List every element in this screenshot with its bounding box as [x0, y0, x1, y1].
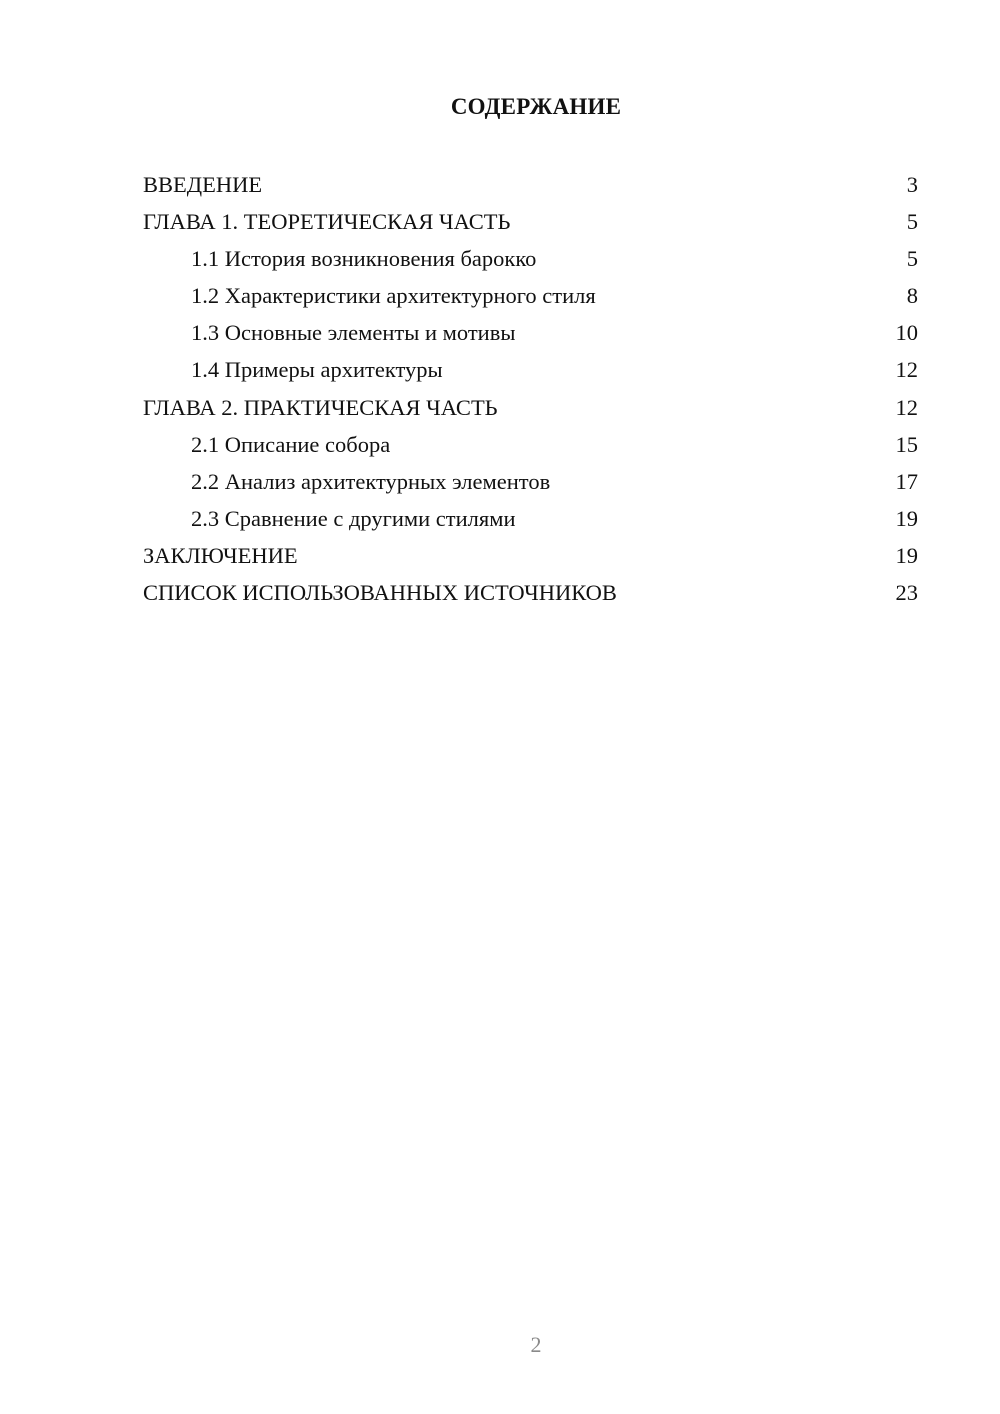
toc-entry-page: 15 [895, 431, 918, 457]
toc-entry [143, 351, 918, 388]
toc-entry [143, 463, 918, 500]
toc-entry-label: ВВЕДЕНИЕ [143, 172, 263, 197]
toc-entry [143, 426, 918, 463]
toc-entry-label: 1.1 История возникновения барокко [191, 246, 537, 272]
toc-entry-page: 10 [895, 320, 918, 346]
toc-entry-page: 19 [895, 505, 918, 531]
toc-entry [143, 574, 918, 611]
table-of-contents [143, 166, 918, 611]
toc-entry-label: СПИСОК ИСПОЛЬЗОВАННЫХ ИСТОЧНИКОВ [143, 580, 617, 606]
toc-entry-label: 1.3 Основные элементы и мотивы [191, 320, 516, 346]
toc-entry [143, 314, 918, 351]
page-number: 2 [530, 1332, 542, 1357]
toc-entry-page: 3 [906, 172, 918, 197]
toc-entry-label: ГЛАВА 1. ТЕОРЕТИЧЕСКАЯ ЧАСТЬ [143, 209, 511, 235]
toc-entry [143, 277, 918, 314]
toc-entry-page: 19 [895, 542, 918, 568]
toc-entry-label: 1.4 Примеры архитектуры [191, 357, 443, 383]
toc-entry-label: ЗАКЛЮЧЕНИЕ [143, 542, 298, 568]
page-title: СОДЕРЖАНИЕ [450, 94, 622, 119]
toc-entry [143, 537, 918, 574]
toc-entry-page: 12 [895, 357, 918, 383]
toc-entry [143, 240, 918, 277]
toc-entry-label: 2.2 Анализ архитектурных элементов [191, 468, 551, 494]
toc-entry [143, 500, 918, 537]
toc-entry-label: ГЛАВА 2. ПРАКТИЧЕСКАЯ ЧАСТЬ [143, 394, 498, 420]
toc-entry-label: 2.3 Сравнение с другими стилями [191, 505, 516, 531]
toc-entry [143, 389, 918, 426]
toc-entry-label: 2.1 Описание собора [191, 431, 391, 457]
toc-entry-page: 23 [895, 580, 918, 606]
toc-entry-label: 1.2 Характеристики архитектурного стиля [191, 283, 596, 309]
toc-entry-page: 8 [906, 283, 918, 309]
toc-entry-page: 17 [895, 468, 918, 494]
toc-entry-page: 5 [906, 246, 918, 272]
toc-entry-page: 5 [906, 209, 918, 235]
toc-entry [143, 166, 918, 203]
toc-entry [143, 203, 918, 240]
toc-entry-page: 12 [895, 394, 918, 420]
